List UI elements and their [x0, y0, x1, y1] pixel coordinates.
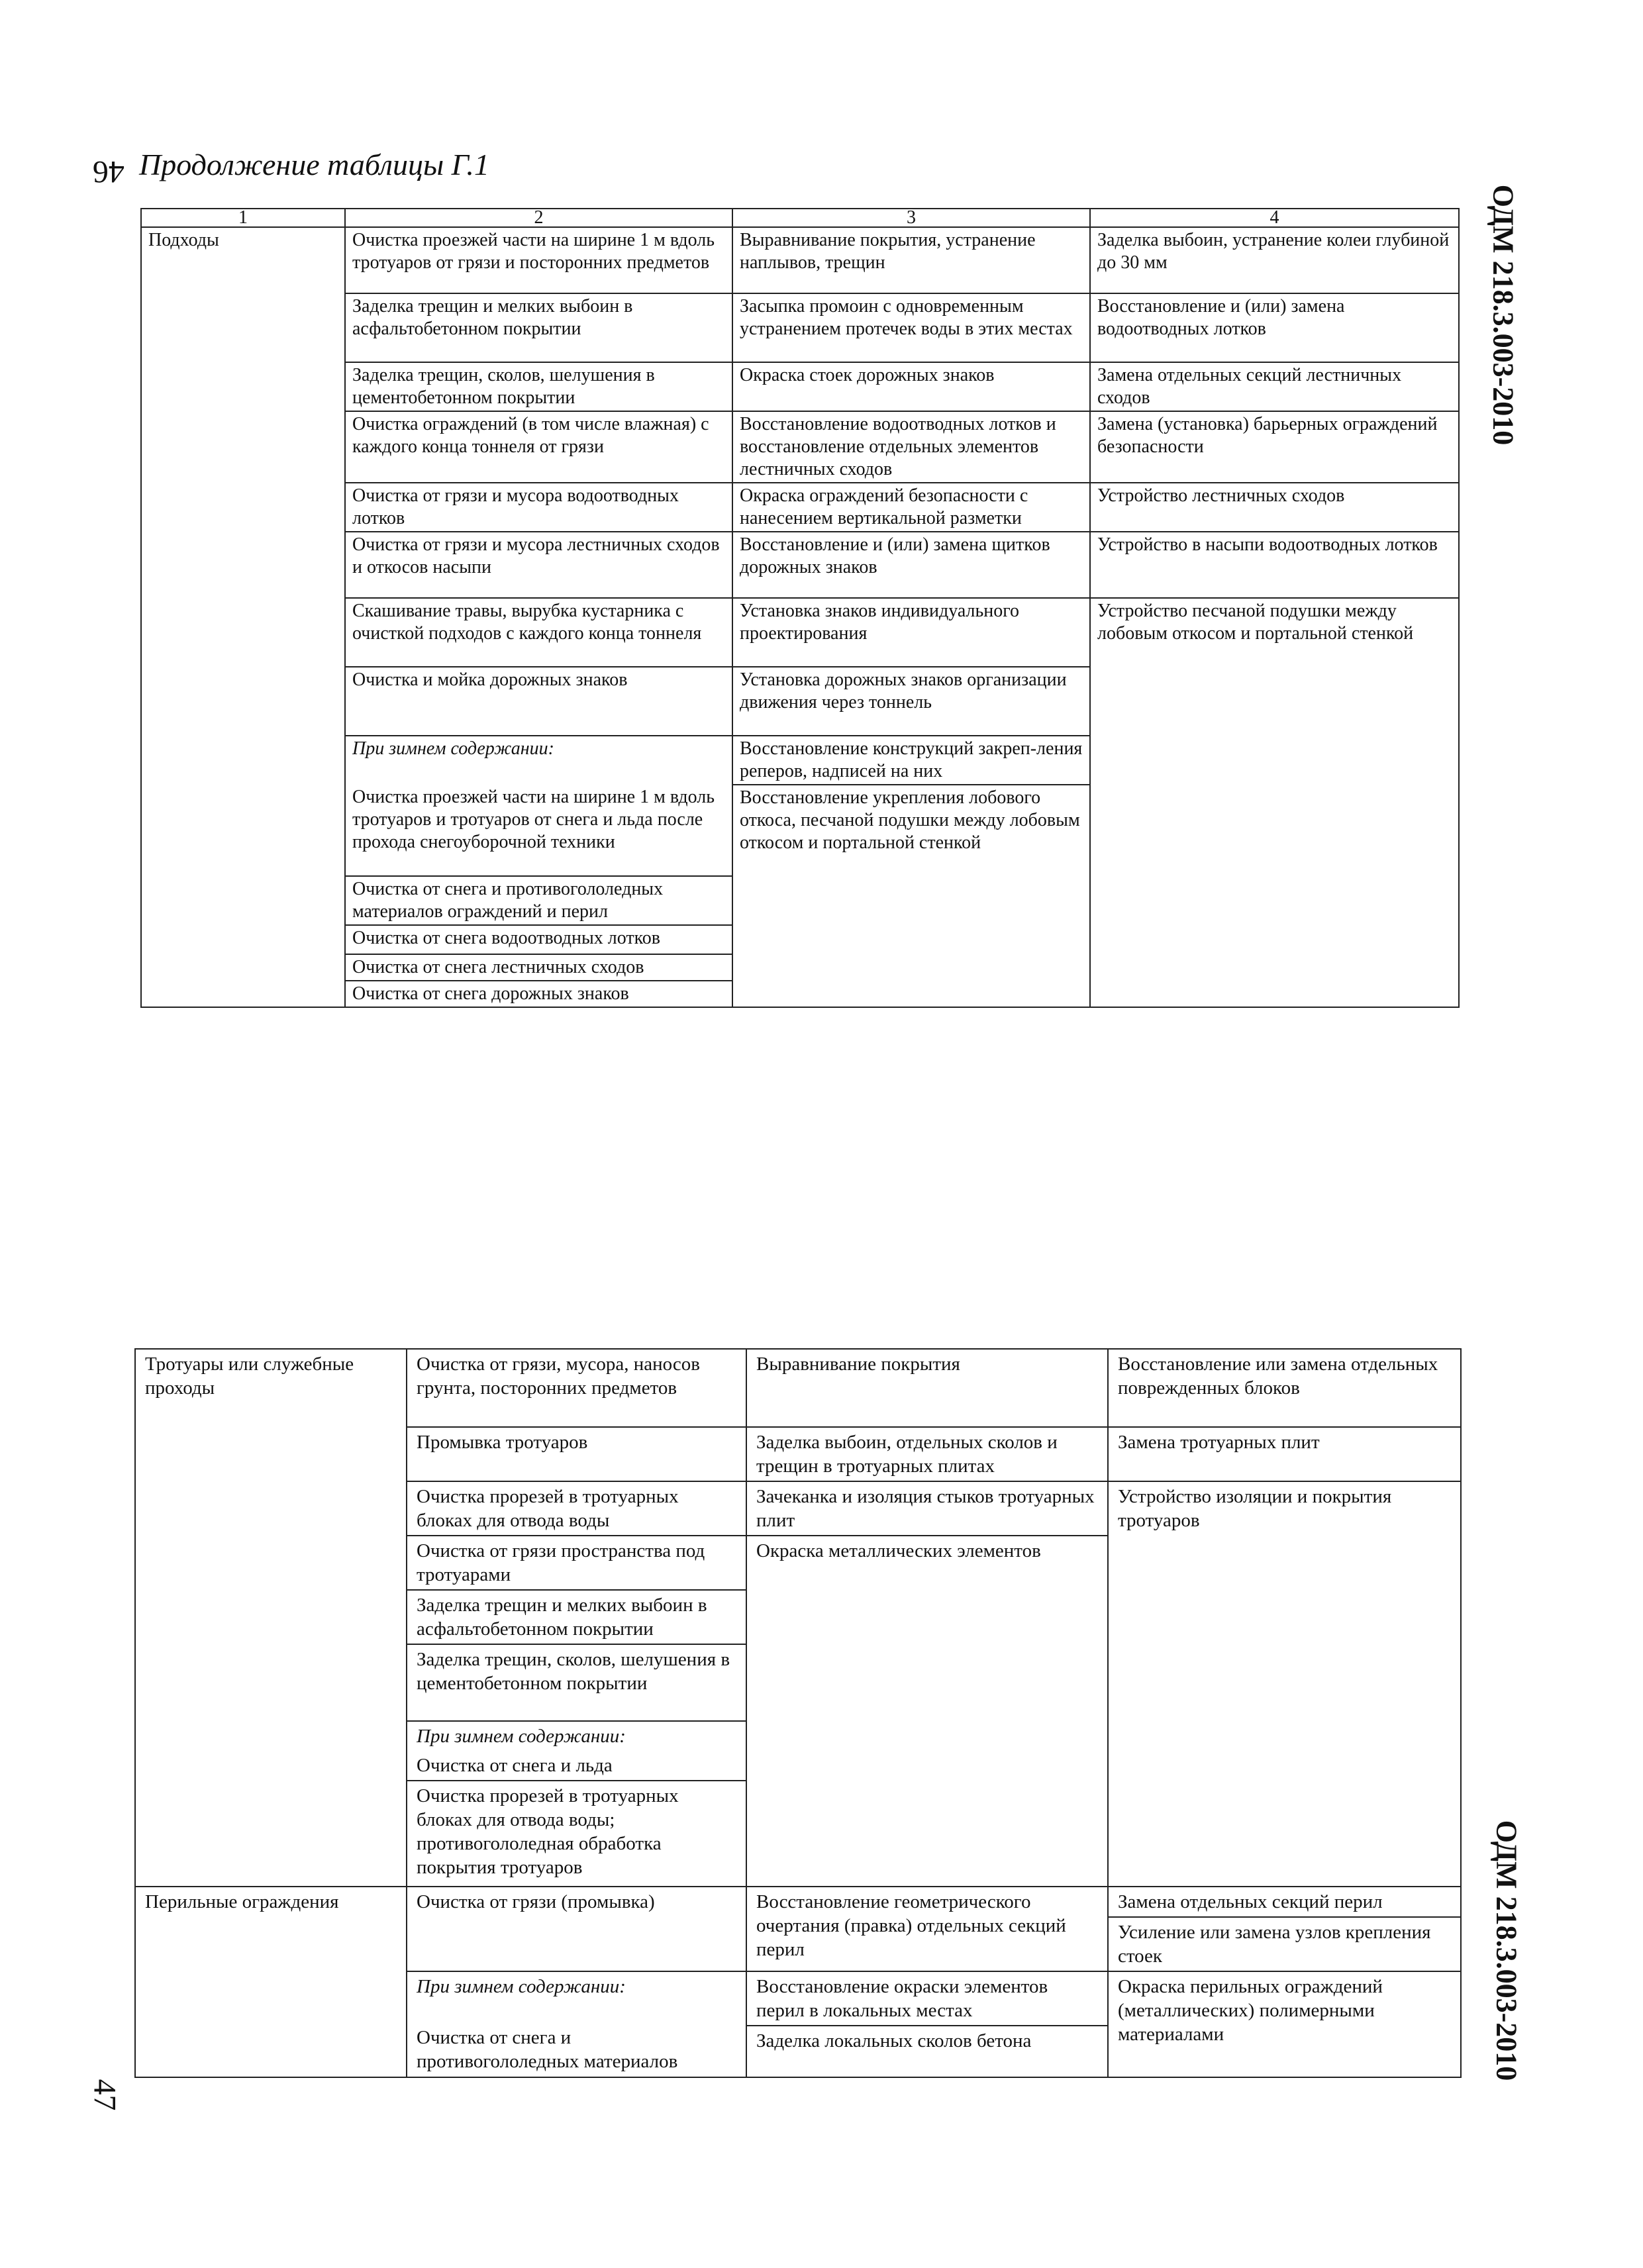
table-cell: Промывка тротуаров [407, 1427, 746, 1481]
column-header: 3 [732, 209, 1090, 227]
table-cell: Очистка от снега лестничных сходов [345, 954, 732, 981]
table-cell: Устройство изоляции и покрытия тротуаров [1108, 1481, 1461, 1887]
table-cell: Замена отдельных секций перил [1108, 1887, 1461, 1917]
section-label: Подходы [141, 227, 345, 1007]
table-cell: Очистка от снега и противогололедных материалов ограждений и перил [345, 876, 732, 925]
table-cell: Окраска перильных ограждений (металлических) полимерными материалами [1108, 1971, 1461, 2077]
table-cell: Заделка локальных сколов бетона [746, 2026, 1108, 2077]
column-header: 1 [141, 209, 345, 227]
page-number-top: 46 [93, 154, 124, 189]
table-cell: Усиление или замена узлов крепления стоек [1108, 1917, 1461, 1971]
table-cell: Очистка ограждений (в том числе влажная) с каждого конца тоннеля от грязи [345, 411, 732, 483]
table-cell: Очистка от грязи (промывка) [407, 1887, 746, 1971]
table-cell: Заделка выбоин, отдельных сколов и трещин в тротуарных плитах [746, 1427, 1108, 1481]
column-header: 2 [345, 209, 732, 227]
table-cell: Очистка от грязи и мусора лестничных сходов и откосов насыпи [345, 532, 732, 598]
winter-maintenance-label: При зимнем содержании: [345, 736, 732, 785]
table-cell: Заделка трещин, сколов, шелушения в цементобетонном покрытии [345, 362, 732, 411]
table-cell: Устройство в насыпи водоотводных лотков [1090, 532, 1459, 598]
document-code-top: ОДМ 218.3.003-2010 [1487, 184, 1520, 446]
table-cell: Восстановление окраски элементов перил в локальных местах [746, 1971, 1108, 2026]
table-cell: Очистка от снега и противогололедных материалов [407, 2026, 746, 2077]
winter-maintenance-label: При зимнем содержании: [407, 1721, 746, 1751]
table-cell: Очистка от снега и льда [407, 1751, 746, 1781]
table-cell: Засыпка промоин с одновременным устранением протечек воды в этих местах [732, 293, 1090, 362]
table-continuation-title: Продолжение таблицы Г.1 [139, 148, 489, 181]
table-approaches [140, 208, 1460, 1008]
winter-maintenance-label: При зимнем содержании: [407, 1971, 746, 2026]
table-sidewalks-railings [134, 1348, 1462, 2078]
table-cell: Заделка трещин и мелких выбоин в асфальтобетонном покрытии [345, 293, 732, 362]
page-number-bottom: 47 [87, 2079, 123, 2111]
table-cell: Скашивание травы, вырубка кустарника с очисткой подходов с каждого конца тоннеля [345, 598, 732, 667]
table-cell: Выравнивание покрытия, устранение наплывов, трещин [732, 227, 1090, 293]
table-cell: Восстановление геометрического очертания (правка) отдельных секций перил [746, 1887, 1108, 1971]
table-cell: Восстановление водоотводных лотков и восстановление отдельных элементов лестничных сходов [732, 411, 1090, 483]
table-cell: Очистка проезжей части на ширине 1 м вдоль тротуаров от грязи и посторонних предметов [345, 227, 732, 293]
table-cell: Очистка прорезей в тротуарных блоках для отвода воды; противогололедная обработка покрытия тротуаров [407, 1781, 746, 1887]
table-cell: Восстановление или замена отдельных поврежденных блоков [1108, 1349, 1461, 1427]
table-cell: Заделка трещин и мелких выбоин в асфальтобетонном покрытии [407, 1590, 746, 1644]
table-cell: Зачеканка и изоляция стыков тротуарных плит [746, 1481, 1108, 1536]
table-cell: Очистка проезжей части на ширине 1 м вдоль тротуаров и тротуаров от снега и льда после прохода снегоуборочной техники [345, 785, 732, 876]
table-cell: Замена тротуарных плит [1108, 1427, 1461, 1481]
table-cell: Заделка выбоин, устранение колеи глубиной до 30 мм [1090, 227, 1459, 293]
column-header: 4 [1090, 209, 1459, 227]
table-cell: Окраска стоек дорожных знаков [732, 362, 1090, 411]
table-cell: Окраска металлических элементов [746, 1536, 1108, 1887]
table-cell: Очистка и мойка дорожных знаков [345, 667, 732, 736]
table-cell: Окраска ограждений безопасности с нанесением вертикальной разметки [732, 483, 1090, 532]
table-cell: Замена отдельных секций лестничных сходов [1090, 362, 1459, 411]
table-cell: Выравнивание покрытия [746, 1349, 1108, 1427]
table-cell: Установка знаков индивидуального проектирования [732, 598, 1090, 667]
table-cell: Восстановление и (или) замена водоотводных лотков [1090, 293, 1459, 362]
table-cell: Очистка от снега дорожных знаков [345, 981, 732, 1007]
table-cell: Восстановление и (или) замена щитков дорожных знаков [732, 532, 1090, 598]
table-cell: Замена (установка) барьерных ограждений безопасности [1090, 411, 1459, 483]
section-label: Перильные ограждения [135, 1887, 407, 2077]
table-cell: Очистка от грязи, мусора, наносов грунта, посторонних предметов [407, 1349, 746, 1427]
document-code-bottom: ОДМ 218.3.003-2010 [1490, 1820, 1523, 2081]
table-cell: Восстановление конструкций закреп-ления реперов, надписей на них [732, 736, 1090, 785]
table-cell: Очистка от грязи и мусора водоотводных лотков [345, 483, 732, 532]
table-cell: Заделка трещин, сколов, шелушения в цементобетонном покрытии [407, 1644, 746, 1721]
table-cell: Восстановление укрепления лобового откоса, песчаной подушки между лобовым откосом и портальной стенкой [732, 785, 1090, 1007]
table-cell: Очистка прорезей в тротуарных блоках для отвода воды [407, 1481, 746, 1536]
table-cell: Очистка от грязи пространства под тротуарами [407, 1536, 746, 1590]
table-cell: Установка дорожных знаков организации движения через тоннель [732, 667, 1090, 736]
table-cell: Устройство песчаной подушки между лобовым откосом и портальной стенкой [1090, 598, 1459, 1007]
table-cell: Очистка от снега водоотводных лотков [345, 925, 732, 954]
section-label: Тротуары или служебные проходы [135, 1349, 407, 1887]
table-cell: Устройство лестничных сходов [1090, 483, 1459, 532]
